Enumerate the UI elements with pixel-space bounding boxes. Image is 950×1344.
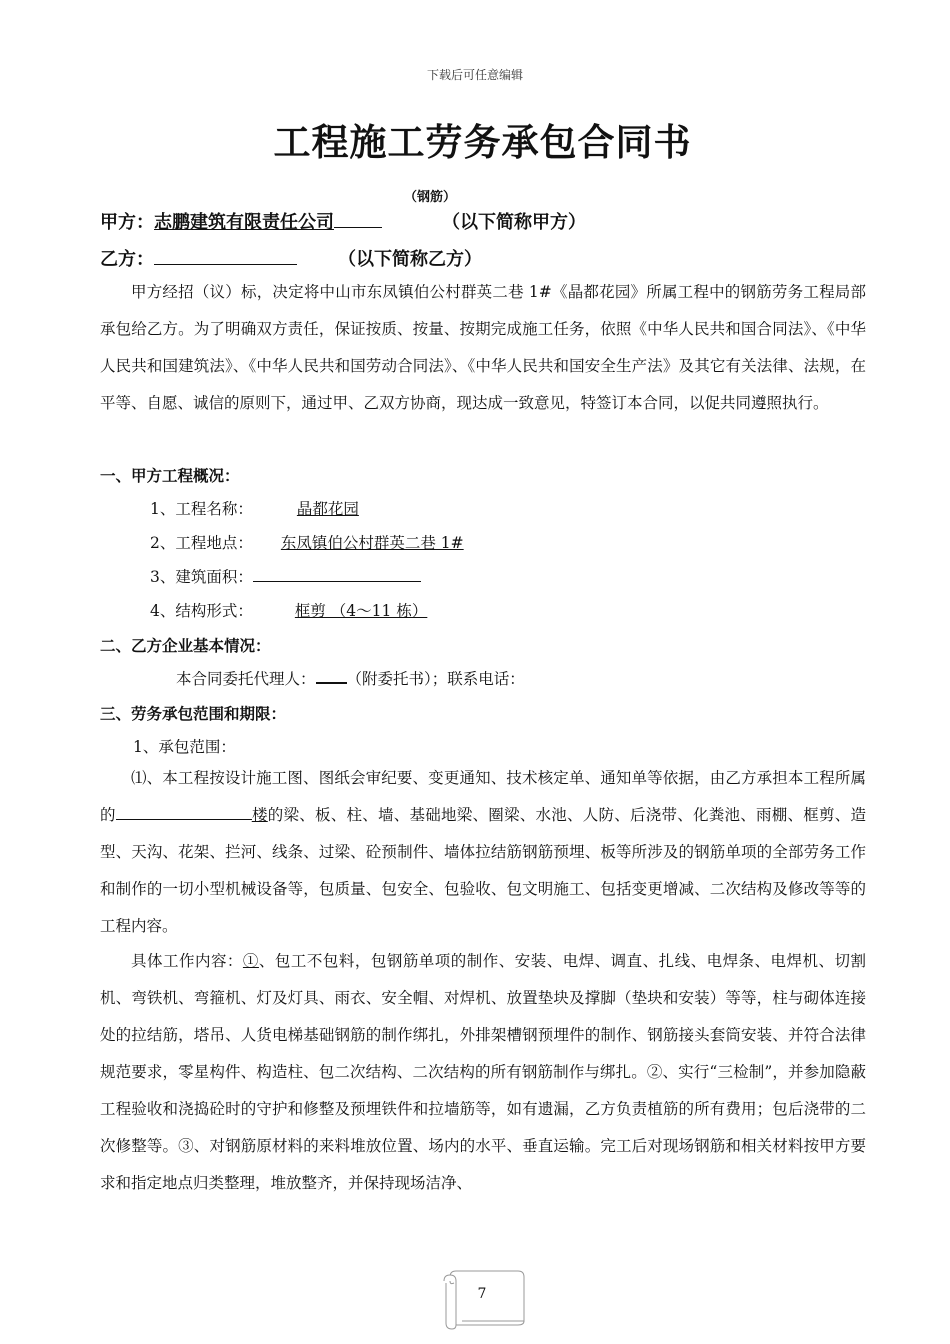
project-name-row	[150, 497, 455, 519]
party-b-blank	[154, 246, 297, 265]
scope-text-start: ⑴、本工程按设计施工图、图纸会审纪要、变更通知、技术核定单、通知单等依据，由乙方承担本工程所属的	[100, 769, 866, 824]
work-content-label: 具体工作内容：	[131, 952, 243, 970]
agent-row	[176, 667, 525, 689]
party-b-suffix: （以下简称乙方）	[338, 249, 482, 270]
document-subtitle: （钢筋）	[403, 190, 456, 205]
section1-heading: 一、甲方工程概况：	[100, 466, 240, 485]
scope-subheading: 1、承包范围：	[133, 738, 236, 756]
building-area-label: 3、建筑面积：	[150, 568, 253, 586]
party-a-suffix: （以下简称甲方）	[442, 212, 586, 233]
header-note: 下载后可任意编辑	[426, 68, 523, 82]
work-content-num: ①	[242, 952, 259, 970]
intro-text: 甲方经招（议）标，决定将中山市东凤镇伯公村群英二巷 1#《晶都花园》所属工程中的钢筋劳务工程局部承包给乙方。为了明确双方责任，保证按质、按量、按期完成施工任务，依照《中华人民共和国合同法》、《中华人民共和国建筑法》、《中华人民共和国劳动合同法》、《中华人民共和国安全生产法》及其它有关法律、法规，在平等、自愿、诚信的原则下，通过甲、乙双方协商，现达成一致意见，特签订本合同，以促共同遵照执行。	[100, 283, 866, 412]
work-content-paragraph	[100, 943, 866, 1202]
work-content-text	[100, 943, 866, 1202]
section3-heading: 三、劳务承包范围和期限：	[100, 704, 287, 723]
agent-blank	[316, 668, 347, 684]
project-name-value: 晶都花园	[296, 500, 359, 518]
scope-building-suffix: 楼	[251, 806, 268, 824]
building-area-blank	[253, 567, 421, 582]
project-location-value: 东凤镇伯公村群英二巷 1#	[280, 534, 464, 552]
section2-heading: 二、乙方企业基本情况：	[100, 636, 271, 655]
structure-type-value: 框剪 （4～11 栋）	[294, 602, 428, 620]
party-a-line	[100, 208, 382, 234]
scope-text-end: 的梁、板、柱、墙、基础地梁、圈梁、水池、人防、后浇带、化粪池、雨棚、框剪、造型、天沟、花架、拦河、线条、过梁、砼预制件、墙体拉结筋钢筋预埋、板等所涉及的钢筋单项的全部劳务工作和制作的一切小型机械设备等，包质量、包安全、包验收、包文明施工、包括变更增减、二次结构及修改等等的工程内容。	[100, 806, 866, 935]
project-location-row	[150, 531, 516, 553]
agent-label: 本合同委托代理人：	[176, 670, 316, 688]
party-b-label: 乙方：	[100, 249, 154, 270]
scope-paragraph	[100, 760, 866, 945]
scope-building-blank	[116, 805, 252, 820]
party-a-label: 甲方：	[100, 212, 154, 233]
structure-type-row	[150, 599, 533, 621]
structure-type-label: 4、结构形式：	[150, 602, 253, 620]
intro-paragraph	[100, 274, 866, 422]
agent-note: （附委托书）；联系电话：	[346, 670, 525, 688]
document-title: 工程施工劳务承包合同书	[273, 120, 692, 164]
project-location-label: 2、工程地点：	[150, 534, 253, 552]
building-area-row	[150, 565, 421, 587]
party-b-line	[100, 245, 297, 271]
scope-text	[100, 760, 866, 945]
party-a-name: 志鹏建筑有限责任公司	[154, 212, 334, 233]
party-a-blank	[334, 209, 382, 228]
page-number: 7	[477, 1286, 487, 1302]
work-content-body: 、包工不包料，包钢筋单项的制作、安装、电焊、调直、扎线、电焊条、电焊机、切割机、弯铁机、弯箍机、灯及灯具、雨衣、安全帽、对焊机、放置垫块及撑脚（垫块和安装）等等，柱与砌体连接处的拉结筋，塔吊、人货电梯基础钢筋的制作绑扎，外排架槽钢预埋件的制作、钢筋接头套筒安装、并符合法律规范要求，零星构件、构造柱、包二次结构、二次结构的所有钢筋制作与绑扎。②、实行“三检制”，并参加隐蔽工程验收和浇捣砼时的守护和修整及预埋铁件和拉墙筋等，如有遗漏，乙方负责植筋的所有费用；包后浇带的二次修整等。③、对钢筋原材料的来料堆放位置、场内的水平、垂直运输。完工后对现场钢筋和相关材料按甲方要求和指定地点归类整理，堆放整齐，并保持现场洁净、	[100, 952, 866, 1192]
project-name-label: 1、工程名称：	[150, 500, 253, 518]
